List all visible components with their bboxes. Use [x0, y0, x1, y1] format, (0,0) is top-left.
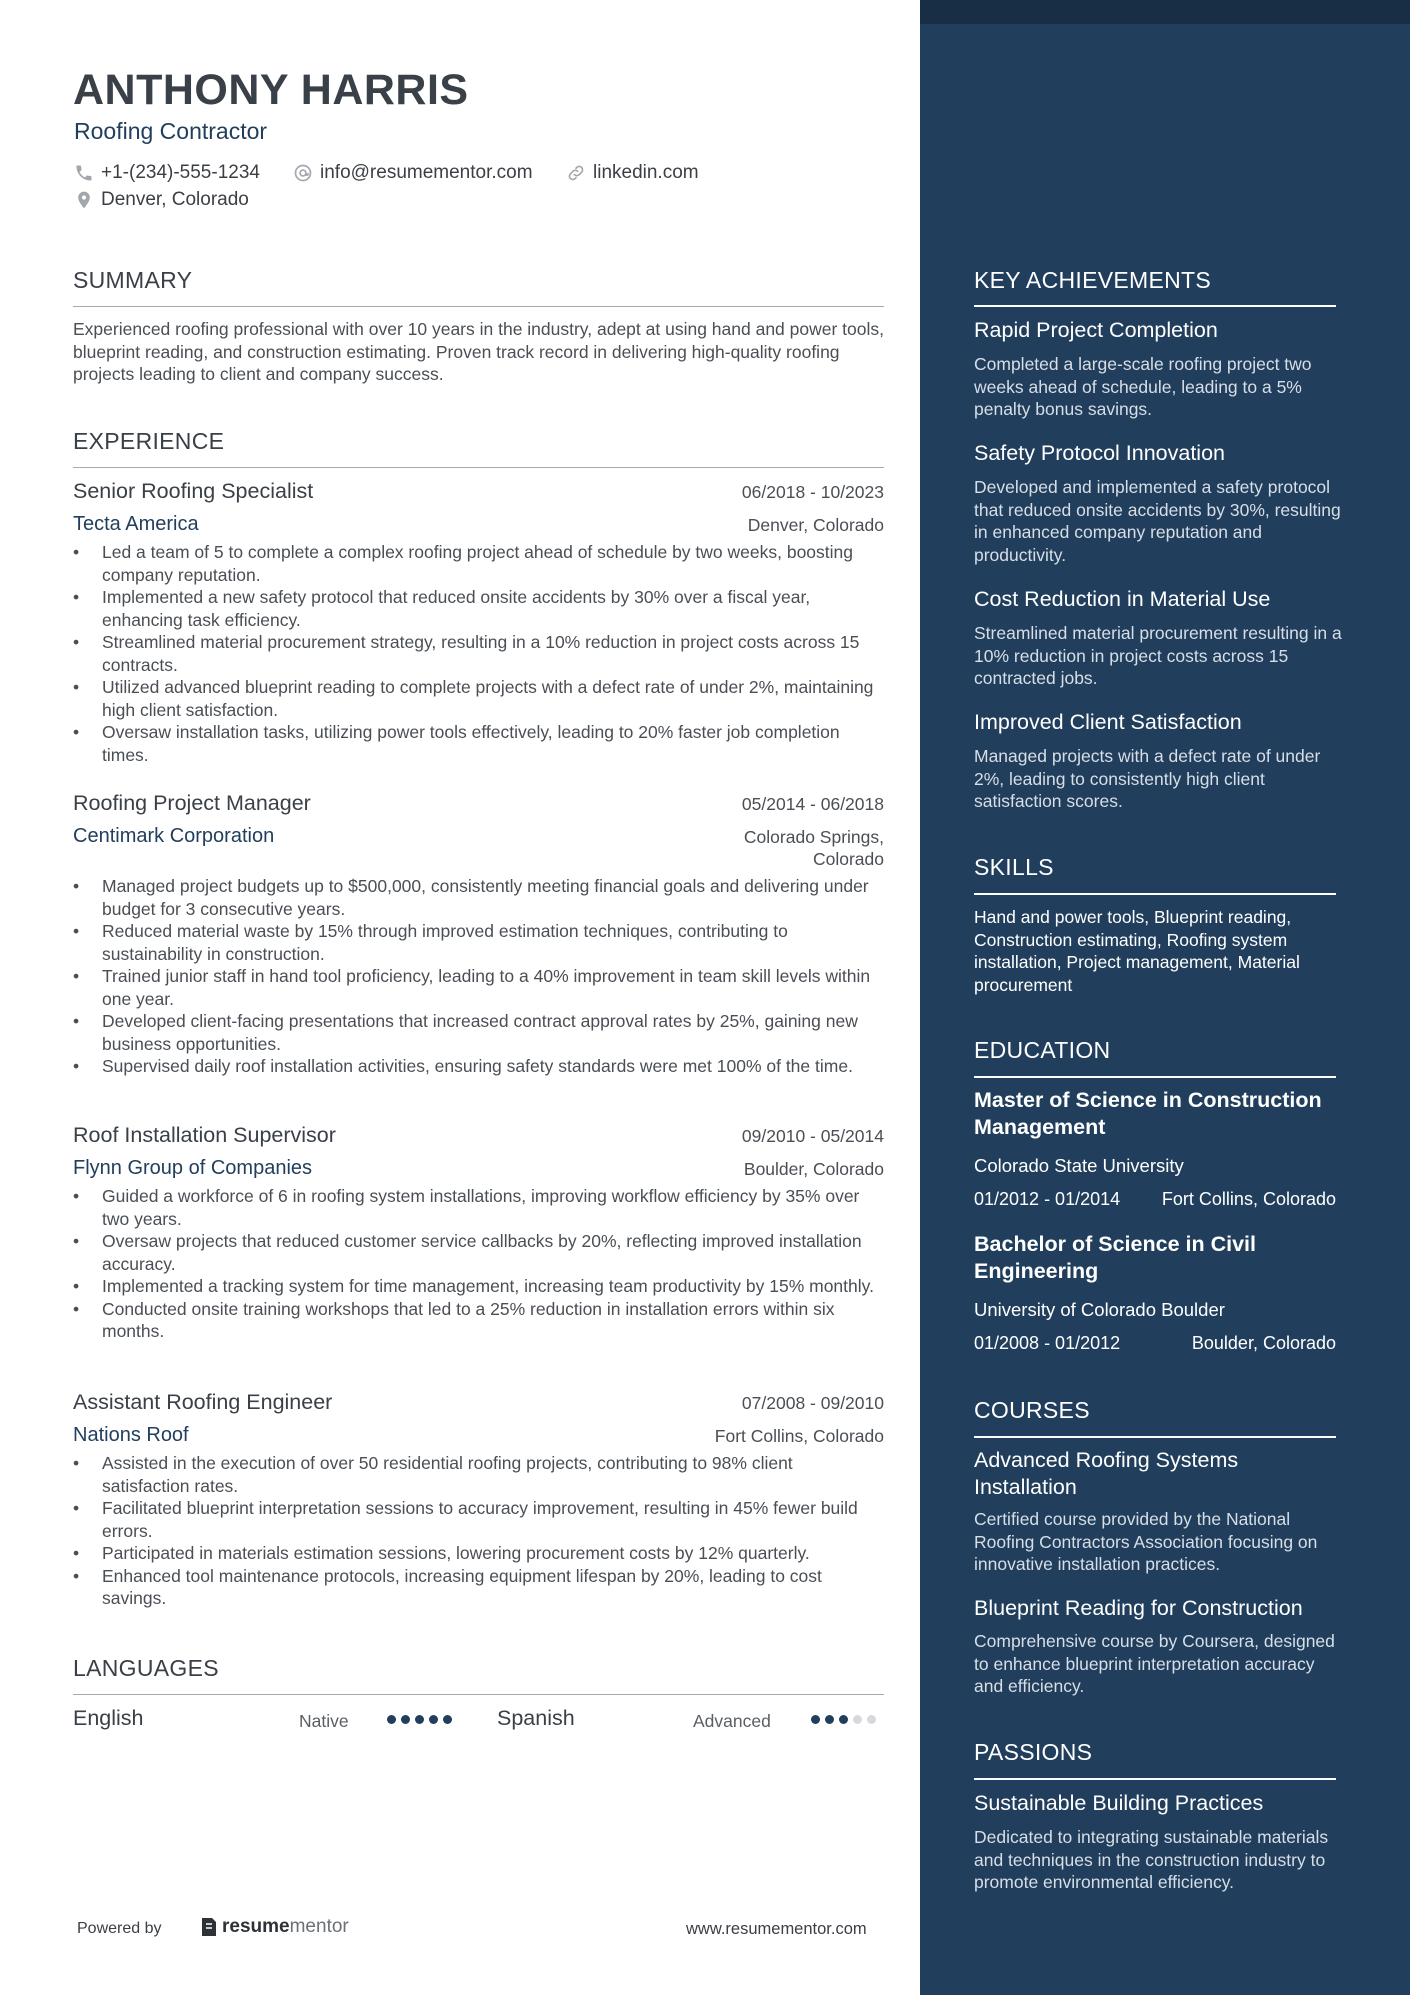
course-title: Advanced Roofing Systems Installation: [974, 1448, 1239, 1499]
list-item: • Enhanced tool maintenance protocols, increasing equipment lifespan by 20%, leading to cost savings.: [73, 1565, 884, 1610]
education-school: University of Colorado Boulder: [974, 1299, 1225, 1320]
job-location: Boulder, Colorado: [743, 1159, 884, 1179]
location-text: Denver, Colorado: [101, 189, 249, 210]
achievement-text: Completed a large-scale roofing project two weeks ahead of schedule, leading to a 5% penalty bonus savings.: [974, 354, 1312, 419]
rating-dot: [401, 1715, 410, 1724]
job-dates: 07/2008 - 09/2010: [741, 1393, 884, 1413]
linkedin-text: linkedin.com: [593, 162, 699, 183]
languages-divider: [73, 1694, 884, 1695]
languages-heading: LANGUAGES: [73, 1655, 219, 1681]
job-company: Flynn Group of Companies: [73, 1157, 313, 1179]
contact-email[interactable]: [293, 162, 533, 184]
list-item: • Oversaw projects that reduced customer service callbacks by 20%, reflecting improved installation accuracy.: [73, 1230, 884, 1275]
job-company: Nations Roof: [73, 1424, 189, 1446]
rating-dot: [429, 1715, 438, 1724]
rating-dot: [415, 1715, 424, 1724]
rating-dot: [811, 1715, 820, 1724]
rating-dot: [825, 1715, 834, 1724]
list-item: • Trained junior staff in hand tool proficiency, leading to a 40% improvement in team skill levels within one year.: [73, 965, 884, 1010]
list-item: • Managed project budgets up to $500,000, consistently meeting financial goals and delivering under budget for 3 consecutive years.: [73, 875, 884, 920]
candidate-role: Roofing Contractor: [74, 118, 268, 144]
rating-dot: [853, 1715, 862, 1724]
contact-linkedin[interactable]: [566, 162, 699, 184]
course-title: Blueprint Reading for Construction: [974, 1596, 1303, 1620]
education-dates: 01/2008 - 01/2012: [974, 1333, 1121, 1353]
rating-dot: [387, 1715, 396, 1724]
job-dates: 05/2014 - 06/2018: [741, 794, 884, 814]
list-item: • Utilized advanced blueprint reading to complete projects with a defect rate of under 2%, maintaining high client satisfaction.: [73, 676, 884, 721]
list-item: • Supervised daily roof installation activities, ensuring safety standards were met 100% of the time.: [73, 1055, 884, 1078]
job-company: Tecta America: [73, 513, 199, 535]
job-title: Senior Roofing Specialist: [73, 479, 314, 503]
job-bullets: [73, 875, 884, 1078]
achievement-title: Improved Client Satisfaction: [974, 710, 1242, 734]
job-location: Denver, Colorado: [747, 515, 884, 535]
rating-dot: [867, 1715, 876, 1724]
courses-divider: [974, 1436, 1336, 1438]
link-icon: [566, 163, 586, 183]
contact-phone[interactable]: [74, 162, 260, 184]
summary-text: Experienced roofing professional with over 10 years in the industry, adept at using hand and power tools, blueprint reading, and construction estimating. Proven track record in delivering high-quality roofing projects leading to client and company success.: [73, 319, 884, 384]
rating-dot: [839, 1715, 848, 1724]
phone-text: +1-(234)-555-1234: [101, 162, 260, 183]
language-rating: [387, 1715, 452, 1724]
education-school: Colorado State University: [974, 1155, 1184, 1176]
passion-title: Sustainable Building Practices: [974, 1791, 1264, 1815]
education-degree: Bachelor of Science in Civil Engineering: [974, 1232, 1256, 1283]
brand-text-bold: resume: [222, 1916, 290, 1937]
contact-location: [74, 189, 249, 211]
achievement-title: Cost Reduction in Material Use: [974, 587, 1271, 611]
job-dates: 09/2010 - 05/2014: [741, 1126, 884, 1146]
education-dates: 01/2012 - 01/2014: [974, 1189, 1121, 1209]
passions-divider: [974, 1778, 1336, 1780]
achievements-divider: [974, 305, 1336, 307]
website-link[interactable]: www.resumementor.com: [686, 1920, 867, 1938]
course-text: Comprehensive course by Coursera, designed to enhance blueprint interpretation accuracy and efficiency.: [974, 1631, 1335, 1696]
job-bullets: [73, 1185, 884, 1343]
job-entry: [73, 479, 884, 766]
education-location: Boulder, Colorado: [1191, 1333, 1336, 1353]
experience-heading: EXPERIENCE: [73, 428, 225, 454]
language-name: English: [73, 1706, 144, 1730]
sidebar-top-bar: [920, 0, 1410, 24]
job-title: Roofing Project Manager: [73, 791, 311, 815]
summary-heading: SUMMARY: [73, 267, 193, 293]
language-name: Spanish: [497, 1706, 575, 1730]
at-sign-icon: [293, 163, 313, 183]
education-degree: Master of Science in Construction Management: [974, 1088, 1322, 1139]
passions-heading: PASSIONS: [974, 1739, 1093, 1765]
passion-text: Dedicated to integrating sustainable materials and techniques in the construction industry to promote environmental efficiency.: [974, 1827, 1329, 1892]
list-item: • Guided a workforce of 6 in roofing system installations, improving workflow efficiency by 35% over two years.: [73, 1185, 884, 1230]
brand-text-light: mentor: [289, 1916, 349, 1937]
job-location: Fort Collins, Colorado: [714, 1426, 884, 1446]
skills-text: Hand and power tools, Blueprint reading, Construction estimating, Roofing system installation, Project management, Material procurement: [974, 907, 1300, 995]
list-item: • Streamlined material procurement strategy, resulting in a 10% reduction in project costs across 15 contracts.: [73, 631, 884, 676]
list-item: • Facilitated blueprint interpretation sessions to accuracy improvement, resulting in 45% fewer build errors.: [73, 1497, 884, 1542]
job-bullets: [73, 1452, 884, 1610]
job-entry: [73, 791, 884, 1078]
skills-divider: [974, 893, 1336, 895]
education-location: Fort Collins, Colorado: [1161, 1189, 1336, 1209]
location-pin-icon: [74, 190, 94, 210]
powered-by-label: Powered by: [77, 1920, 162, 1937]
achievement-title: Safety Protocol Innovation: [974, 441, 1225, 465]
resumementor-logo-icon: [200, 1916, 218, 1938]
job-company: Centimark Corporation: [73, 825, 275, 847]
list-item: • Participated in materials estimation sessions, lowering procurement costs by 12% quarterly.: [73, 1542, 884, 1565]
skills-heading: SKILLS: [974, 854, 1054, 880]
list-item: • Conducted onsite training workshops that led to a 25% reduction in installation errors within six months.: [73, 1298, 884, 1343]
list-item: • Implemented a tracking system for time management, increasing team productivity by 15% monthly.: [73, 1275, 884, 1298]
list-item: • Assisted in the execution of over 50 residential roofing projects, contributing to 98% client satisfaction rates.: [73, 1452, 884, 1497]
education-divider: [974, 1076, 1336, 1078]
achievement-text: Managed projects with a defect rate of under 2%, leading to consistently high client satisfaction scores.: [974, 746, 1321, 811]
list-item: • Implemented a new safety protocol that reduced onsite accidents by 30% over a fiscal year, enhancing task efficiency.: [73, 586, 884, 631]
job-title: Assistant Roofing Engineer: [73, 1390, 333, 1414]
email-text: info@resumementor.com: [320, 162, 533, 183]
job-bullets: [73, 541, 884, 766]
job-entry: [73, 1123, 884, 1343]
job-location: Colorado Springs, Colorado: [743, 827, 884, 869]
job-entry: [73, 1390, 884, 1610]
brand-logo[interactable]: [200, 1916, 349, 1938]
list-item: • Developed client-facing presentations that increased contract approval rates by 25%, gaining new business opportunities.: [73, 1010, 884, 1055]
achievement-text: Streamlined material procurement resulting in a 10% reduction in project costs across 15 contracted jobs.: [974, 623, 1342, 688]
list-item: • Led a team of 5 to complete a complex roofing project ahead of schedule by two weeks, boosting company reputation.: [73, 541, 884, 586]
rating-dot: [443, 1715, 452, 1724]
achievements-heading: KEY ACHIEVEMENTS: [974, 267, 1212, 293]
list-item: • Reduced material waste by 15% through improved estimation techniques, contributing to sustainability in construction.: [73, 920, 884, 965]
list-item: • Oversaw installation tasks, utilizing power tools effectively, leading to 20% faster job completion times.: [73, 721, 884, 766]
course-text: Certified course provided by the National Roofing Contractors Association focusing on innovative installation practices.: [974, 1509, 1318, 1574]
experience-divider: [73, 467, 884, 468]
candidate-name: ANTHONY HARRIS: [73, 66, 469, 114]
courses-heading: COURSES: [974, 1397, 1090, 1423]
language-level: Native: [299, 1711, 349, 1731]
job-dates: 06/2018 - 10/2023: [741, 482, 884, 502]
phone-icon: [74, 163, 94, 183]
language-level: Advanced: [693, 1711, 771, 1731]
achievement-text: Developed and implemented a safety protocol that reduced onsite accidents by 30%, resulting in enhanced company reputation and productivity.: [974, 477, 1341, 565]
summary-divider: [73, 306, 884, 307]
achievement-title: Rapid Project Completion: [974, 318, 1218, 342]
education-heading: EDUCATION: [974, 1037, 1111, 1063]
language-rating: [811, 1715, 876, 1724]
job-title: Roof Installation Supervisor: [73, 1123, 336, 1147]
